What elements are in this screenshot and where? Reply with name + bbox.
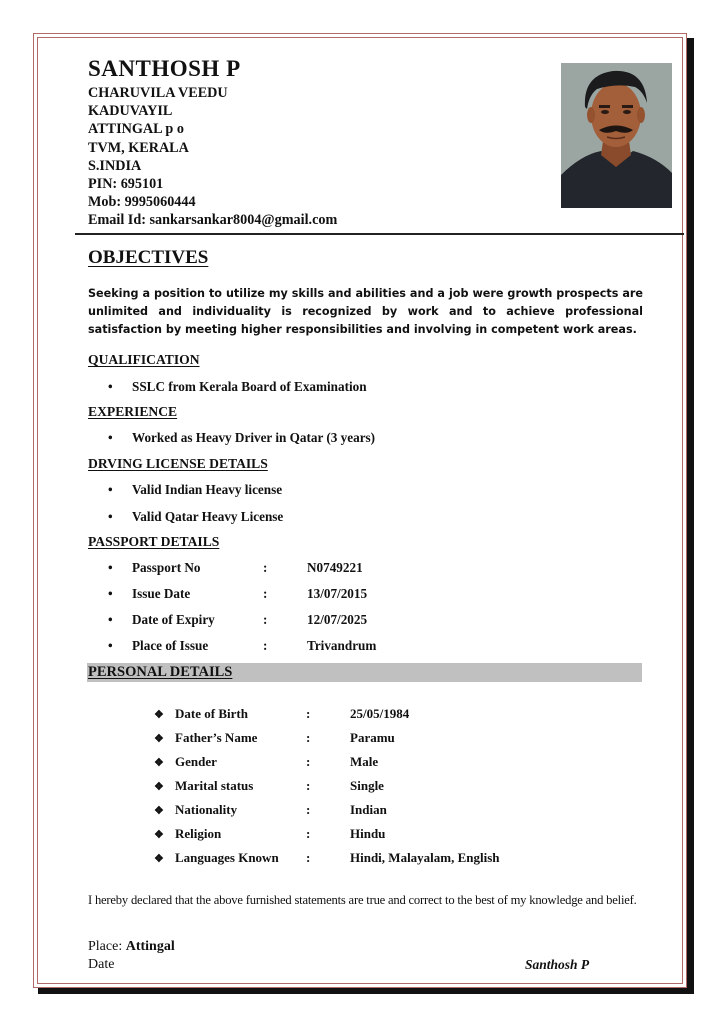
passport-heading: PASSPORT DETAILS <box>88 534 220 549</box>
passport-label: Passport No <box>132 560 201 575</box>
colon: : <box>306 706 311 721</box>
personal-row <box>154 850 500 866</box>
personal-label: Date of Birth <box>175 706 248 721</box>
personal-label: Marital status <box>175 778 254 793</box>
address-line: S.INDIA <box>88 157 142 174</box>
personal-label: Nationality <box>175 802 238 817</box>
colon: : <box>263 586 268 601</box>
colon: : <box>263 638 268 653</box>
personal-row <box>154 826 386 842</box>
personal-row <box>154 802 387 818</box>
colon: : <box>306 850 311 865</box>
bullet-icon: • <box>108 430 113 445</box>
passport-row <box>108 560 363 576</box>
license-item: • Valid Qatar Heavy License <box>108 509 284 524</box>
passport-value: N0749221 <box>307 560 363 575</box>
passport-label: Date of Expiry <box>132 612 215 627</box>
objectives-heading: OBJECTIVES <box>88 247 209 268</box>
bullet-icon: • <box>108 509 113 524</box>
signature-name: Santhosh P <box>525 957 590 972</box>
email-address: Email Id: sankarsankar8004@gmail.com <box>88 212 338 229</box>
experience-item: • Worked as Heavy Driver in Qatar (3 years) <box>108 430 376 445</box>
passport-row <box>108 612 368 628</box>
driving-license-heading: DRVING LICENSE DETAILS <box>88 456 268 471</box>
header-divider <box>75 233 684 235</box>
passport-row <box>108 586 368 602</box>
bullet-icon: • <box>108 638 113 653</box>
personal-value: Paramu <box>350 730 395 745</box>
passport-label: Issue Date <box>132 586 191 601</box>
bullet-icon: • <box>108 379 113 394</box>
qualification-heading: QUALIFICATION <box>88 352 200 367</box>
colon: : <box>306 754 311 769</box>
diamond-bullet-icon: ❖ <box>154 781 164 793</box>
objectives-text: Seeking a position to utilize my skills and abilities and a job were growth prospects are unlimited and individuality is recognized by work and to achieve professional satisfaction by meeting higher responsibilities and involving in competent work areas. <box>88 287 643 336</box>
personal-value: Indian <box>350 802 387 817</box>
colon: : <box>306 826 311 841</box>
experience-heading: EXPERIENCE <box>88 404 178 419</box>
bullet-icon: • <box>108 482 113 497</box>
personal-label: Languages Known <box>175 850 279 865</box>
personal-label: Father’s Name <box>175 730 258 745</box>
diamond-bullet-icon: ❖ <box>154 853 164 865</box>
bullet-icon: • <box>108 560 113 575</box>
colon: : <box>263 560 268 575</box>
candidate-name: SANTHOSH P <box>88 56 241 81</box>
personal-value: Hindi, Malayalam, English <box>350 850 500 865</box>
personal-value: Hindu <box>350 826 386 841</box>
personal-row <box>154 730 395 746</box>
bullet-icon: • <box>108 612 113 627</box>
passport-row <box>108 638 377 654</box>
pin-code: PIN: 695101 <box>88 176 164 193</box>
personal-label: Religion <box>175 826 222 841</box>
license-item: • Valid Indian Heavy license <box>108 482 283 497</box>
personal-row <box>154 754 379 770</box>
portrait-illustration <box>561 63 672 208</box>
personal-row <box>154 706 410 722</box>
personal-value: 25/05/1984 <box>350 706 410 721</box>
diamond-bullet-icon: ❖ <box>154 805 164 817</box>
diamond-bullet-icon: ❖ <box>154 829 164 841</box>
address-line: KADUVAYIL <box>88 103 173 120</box>
diamond-bullet-icon: ❖ <box>154 733 164 745</box>
qualification-item: • SSLC from Kerala Board of Examination <box>108 379 367 394</box>
address-line: TVM, KERALA <box>88 139 189 156</box>
personal-row <box>154 778 384 794</box>
place-value: Attingal <box>125 939 175 954</box>
address-line: CHARUVILA VEEDU <box>88 85 228 101</box>
place-line <box>88 939 175 955</box>
personal-details-heading: PERSONAL DETAILS <box>88 664 233 680</box>
passport-value: 12/07/2025 <box>307 612 368 627</box>
date-label: Date <box>88 957 115 972</box>
diamond-bullet-icon: ❖ <box>154 709 164 721</box>
profile-photo <box>561 63 672 208</box>
colon: : <box>306 802 311 817</box>
passport-label: Place of Issue <box>132 638 209 653</box>
diamond-bullet-icon: ❖ <box>154 757 164 769</box>
contact-block <box>88 84 337 230</box>
mobile-number: Mob: 9995060444 <box>88 194 196 211</box>
personal-value: Male <box>350 754 379 769</box>
personal-value: Single <box>350 778 384 793</box>
place-label: Place: <box>88 939 126 954</box>
colon: : <box>306 778 311 793</box>
passport-value: 13/07/2015 <box>307 586 368 601</box>
colon: : <box>263 612 268 627</box>
personal-label: Gender <box>175 754 217 769</box>
bullet-icon: • <box>108 586 113 601</box>
passport-value: Trivandrum <box>307 638 377 653</box>
colon: : <box>306 730 311 745</box>
declaration-text: I hereby declared that the above furnished statements are true and correct to the best of my knowledge and belief. <box>88 893 637 907</box>
address-line: ATTINGAL p o <box>88 121 184 138</box>
